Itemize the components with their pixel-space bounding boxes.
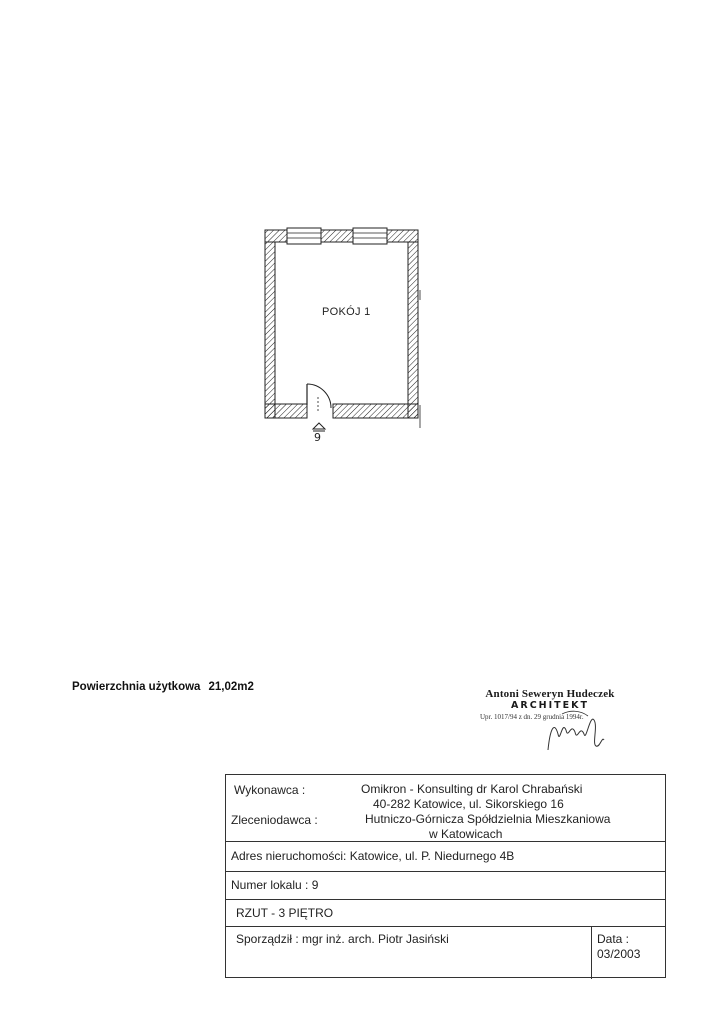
- date-cell: [591, 927, 668, 979]
- date-label: Data :: [597, 932, 630, 946]
- room-label: POKÓJ 1: [322, 306, 371, 318]
- client-label: Zleceniodawca :: [231, 813, 318, 827]
- stamp-title: ARCHITEKT: [511, 700, 589, 711]
- client-name: Hutniczo-Górnicza Spółdzielnia Mieszkaniowa: [365, 812, 611, 826]
- prepared-by: Sporządził : mgr inż. arch. Piotr Jasiński: [236, 932, 449, 946]
- property-address: Adres nieruchomości: Katowice, ul. P. Niedurnego 4B: [231, 849, 515, 863]
- contractor-name: Omikron - Konsulting dr Karol Chrabański: [361, 782, 583, 796]
- unit-number: Numer lokalu : 9: [231, 878, 319, 892]
- stamp-name: Antoni Seweryn Hudeczek: [485, 688, 615, 700]
- entrance-arrow-icon: [313, 423, 325, 429]
- signature-icon: [540, 700, 610, 756]
- title-block-drawing-row: [226, 900, 665, 927]
- floor-plan: [250, 220, 440, 450]
- usable-area-label: Powierzchnia użytkowa: [72, 681, 201, 693]
- usable-area-value: 21,02m2: [208, 681, 254, 693]
- date-value: 03/2003: [597, 947, 641, 961]
- title-block: [225, 774, 666, 978]
- client-city: w Katowicach: [429, 827, 503, 841]
- contractor-address: 40-282 Katowice, ul. Sikorskiego 16: [373, 797, 564, 811]
- title-block-parties: [226, 775, 665, 842]
- drawing-title: RZUT - 3 PIĘTRO: [236, 906, 334, 920]
- door-swing: [307, 384, 331, 413]
- stamp-registration: Upr. 1017/94 z dn. 29 grudnia 1994r.: [480, 713, 584, 721]
- title-block-address-row: [226, 842, 665, 872]
- unit-marker-label: 9: [314, 431, 321, 444]
- title-block-author-row: [226, 927, 665, 979]
- usable-area: [72, 681, 254, 693]
- contractor-label: Wykonawca :: [234, 783, 306, 797]
- room-walls: [265, 230, 418, 418]
- title-block-unit-row: [226, 872, 665, 900]
